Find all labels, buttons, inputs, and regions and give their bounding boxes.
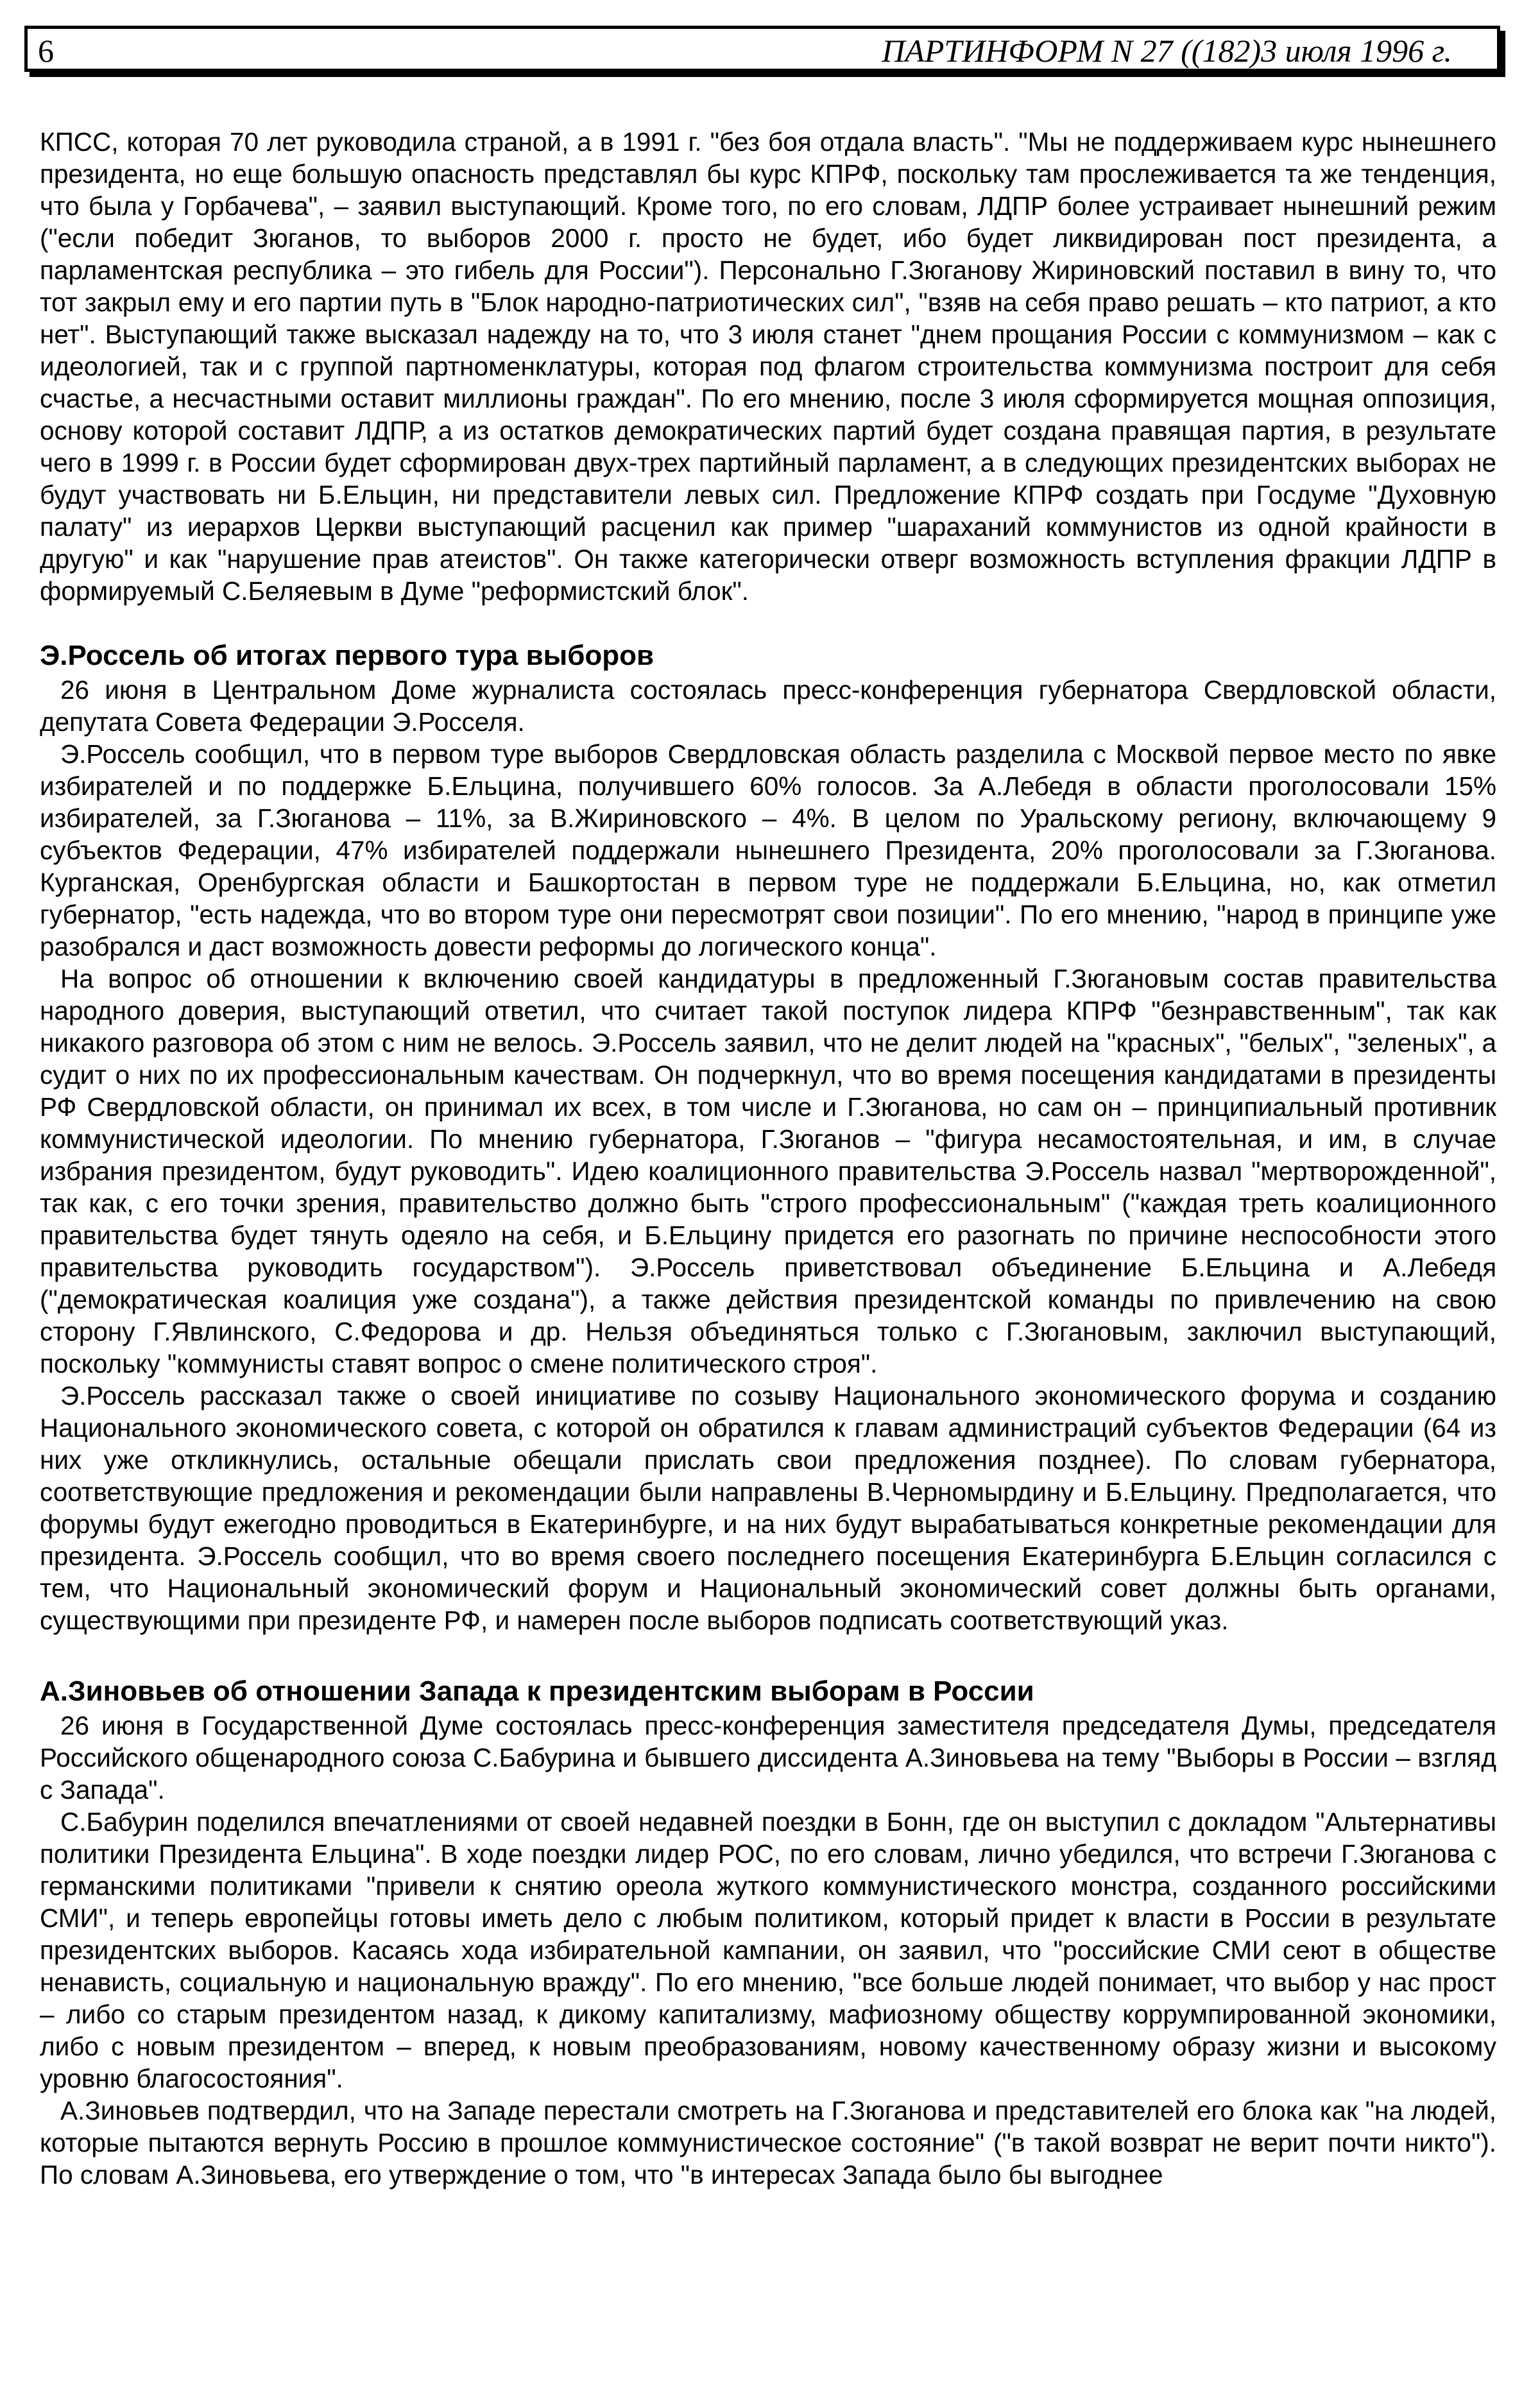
publication-title: ПАРТИНФОРМ N 27 ((182)3 июля 1996 г. — [882, 33, 1452, 69]
article1-paragraph-4: Э.Россель рассказал также о своей инициативе по созыву Национального экономического форума и созданию Национального экономического совета, с которой он обратился к главам администраций субъектов Федерации (64 из них уже откликнулись, остальные обещали прислать свои предложения позднее). По словам губернатора, соответствующие предложения и рекомендации были направлены В.Черномырдину и Б.Ельцину. Предполагается, что форумы будут ежегодно проводиться в Екатеринбурге, и на них будут вырабатываться конкретные рекомендации для президента. Э.Россель сообщил, что во время своего последнего посещения Екатеринбурга Б.Ельцин согласился с тем, что Национальный экономический форум и Национальный экономический совет должны быть органами, существующими при президенте РФ, и намерен после выборов подписать соответствующий указ. — [40, 1381, 1496, 1635]
article2-paragraph-2: С.Бабурин поделился впечатлениями от своей недавней поездки в Бонн, где он выступил с докладом "Альтернативы политики Президента Ельцина". В ходе поездки лидер РОС, по его словам, лично убедился, что встречи Г.Зюганова с германскими политиками "привели к снятию ореола жуткого коммунистического монстра, созданного российскими СМИ", и теперь европейцы готовы иметь дело с любым политиком, который придет к власти в России в результате президентских выборов. Касаясь хода избирательной кампании, он заявил, что "российские СМИ сеют в обществе ненависть, социальную и национальную вражду". По его мнению, "все больше людей понимает, что выбор у нас прост – либо со старым президентом назад, к дикому капитализму, мафиозному обществу коррумпированной экономики, либо с новым президентом – вперед, к новым преобразованиям, новому качественному образу жизни и высокому уровню благосостояния". — [40, 1807, 1496, 2093]
page-header — [24, 26, 1500, 72]
article2-paragraph-1: 26 июня в Государственной Думе состоялась пресс-конференция заместителя председателя Думы, председателя Российского общенародного союза С.Бабурина и бывшего диссидента А.Зиновьева на тему "Выборы в России – взгляд с Запада". — [40, 1711, 1496, 1804]
article2-title: А.Зиновьев об отношении Запада к президентским выборам в России — [40, 1675, 1034, 1707]
article1-paragraph-1: 26 июня в Центральном Доме журналиста состоялась пресс-конференция губернатора Свердловской области, депутата Совета Федерации Э.Росселя. — [40, 675, 1496, 737]
page-number: 6 — [38, 33, 54, 69]
intro-paragraph: КПСС, которая 70 лет руководила страной, а в 1991 г. "без боя отдала власть". "Мы не поддерживаем курс нынешнего президента, но еще большую опасность представлял бы курс КПРФ, поскольку там прослеживается та же тенденция, что была у Горбачева", – заявил выступающий. Кроме того, по его словам, ЛДПР более устраивает нынешний режим ("если победит Зюганов, то выборов 2000 г. просто не будет, ибо будет ликвидирован пост президента, а парламентская республика – это гибель для России"). Персонально Г.Зюганову Жириновский поставил в вину то, что тот закрыл ему и его партии путь в "Блок народно-патриотических сил", "взяв на себя право решать – кто патриот, а кто нет". Выступающий также высказал надежду на то, что 3 июля станет "днем прощания России с коммунизмом – как с идеологией, так и с группой партноменклатуры, которая под флагом строительства коммунизма построит для себя счастье, а несчастными оставит миллионы граждан". По его мнению, после 3 июля сформируется мощная оппозиция, основу которой составит ЛДПР, а из остатков демократических партий будет создана правящая партия, в результате чего в 1999 г. в России будет сформирован двух-трех партийный парламент, а в следующих президентских выборах не будут участвовать ни Б.Ельцин, ни представители левых сил. Предложение КПРФ создать при Госдуме "Духовную палату" из иерархов Церкви выступающий расценил как пример "шараханий коммунистов из одной крайности в другую" и как "нарушение прав атеистов". Он также категорически отверг возможность вступления фракции ЛДПР в формируемый С.Беляевым в Думе "реформистский блок". — [40, 127, 1496, 606]
page-content — [40, 126, 1496, 2191]
article2-paragraph-3: А.Зиновьев подтвердил, что на Западе перестали смотреть на Г.Зюганова и представителей его блока как "на людей, которые пытаются вернуть Россию в прошлое коммунистическое состояние" ("в такой возврат не верит почти никто"). По словам А.Зиновьева, его утверждение о том, что "в интересах Запада было бы выгоднее — [40, 2096, 1496, 2189]
article1-paragraph-3: На вопрос об отношении к включению своей кандидатуры в предложенный Г.Зюгановым состав правительства народного доверия, выступающий ответил, что считает такой поступок лидера КПРФ "безнравственным", так как никакого разговора об этом с ним не велось. Э.Россель заявил, что не делит людей на "красных", "белых", "зеленых", а судит о них по их профессиональным качествам. Он подчеркнул, что во время посещения кандидатами в президенты РФ Свердловской области, он принимал их всех, в том числе и Г.Зюганова, но сам он – принципиальный противник коммунистической идеологии. По мнению губернатора, Г.Зюганов – "фигура несамостоятельная, и им, в случае избрания президентом, будут руководить". Идею коалиционного правительства Э.Россель назвал "мертворожденной", так как, с его точки зрения, правительство должно быть "строго профессиональным" ("каждая треть коалиционного правительства будет тянуть одеяло на себя, и Б.Ельцину придется его разогнать по причине неспособности этого правительства руководить государством"). Э.Россель приветствовал объединение Б.Ельцина и А.Лебедя ("демократическая коалиция уже создана"), а также действия президентской команды по привлечению на свою сторону Г.Явлинского, С.Федорова и др. Нельзя объединяться только с Г.Зюгановым, заключил выступающий, поскольку "коммунисты ставят вопрос о смене политического строя". — [40, 964, 1496, 1378]
article1-title: Э.Россель об итогах первого тура выборов — [40, 640, 654, 671]
article1-paragraph-2: Э.Россель сообщил, что в первом туре выборов Свердловская область разделила с Москвой первое место по явке избирателей и по поддержке Б.Ельцина, получившего 60% голосов. За А.Лебедя в области проголосовали 15% избирателей, за Г.Зюганова – 11%, за В.Жириновского – 4%. В целом по Уральскому региону, включающему 9 субъектов Федерации, 47% избирателей поддержали нынешнего Президента, 20% проголосовали за Г.Зюганова. Курганская, Оренбургская области и Башкортостан в первом туре не поддержали Б.Ельцина, но, как отметил губернатор, "есть надежда, что во втором туре они пересмотрят свои позиции". По его мнению, "народ в принципе уже разобрался и даст возможность довести реформы до логического конца". — [40, 739, 1496, 961]
